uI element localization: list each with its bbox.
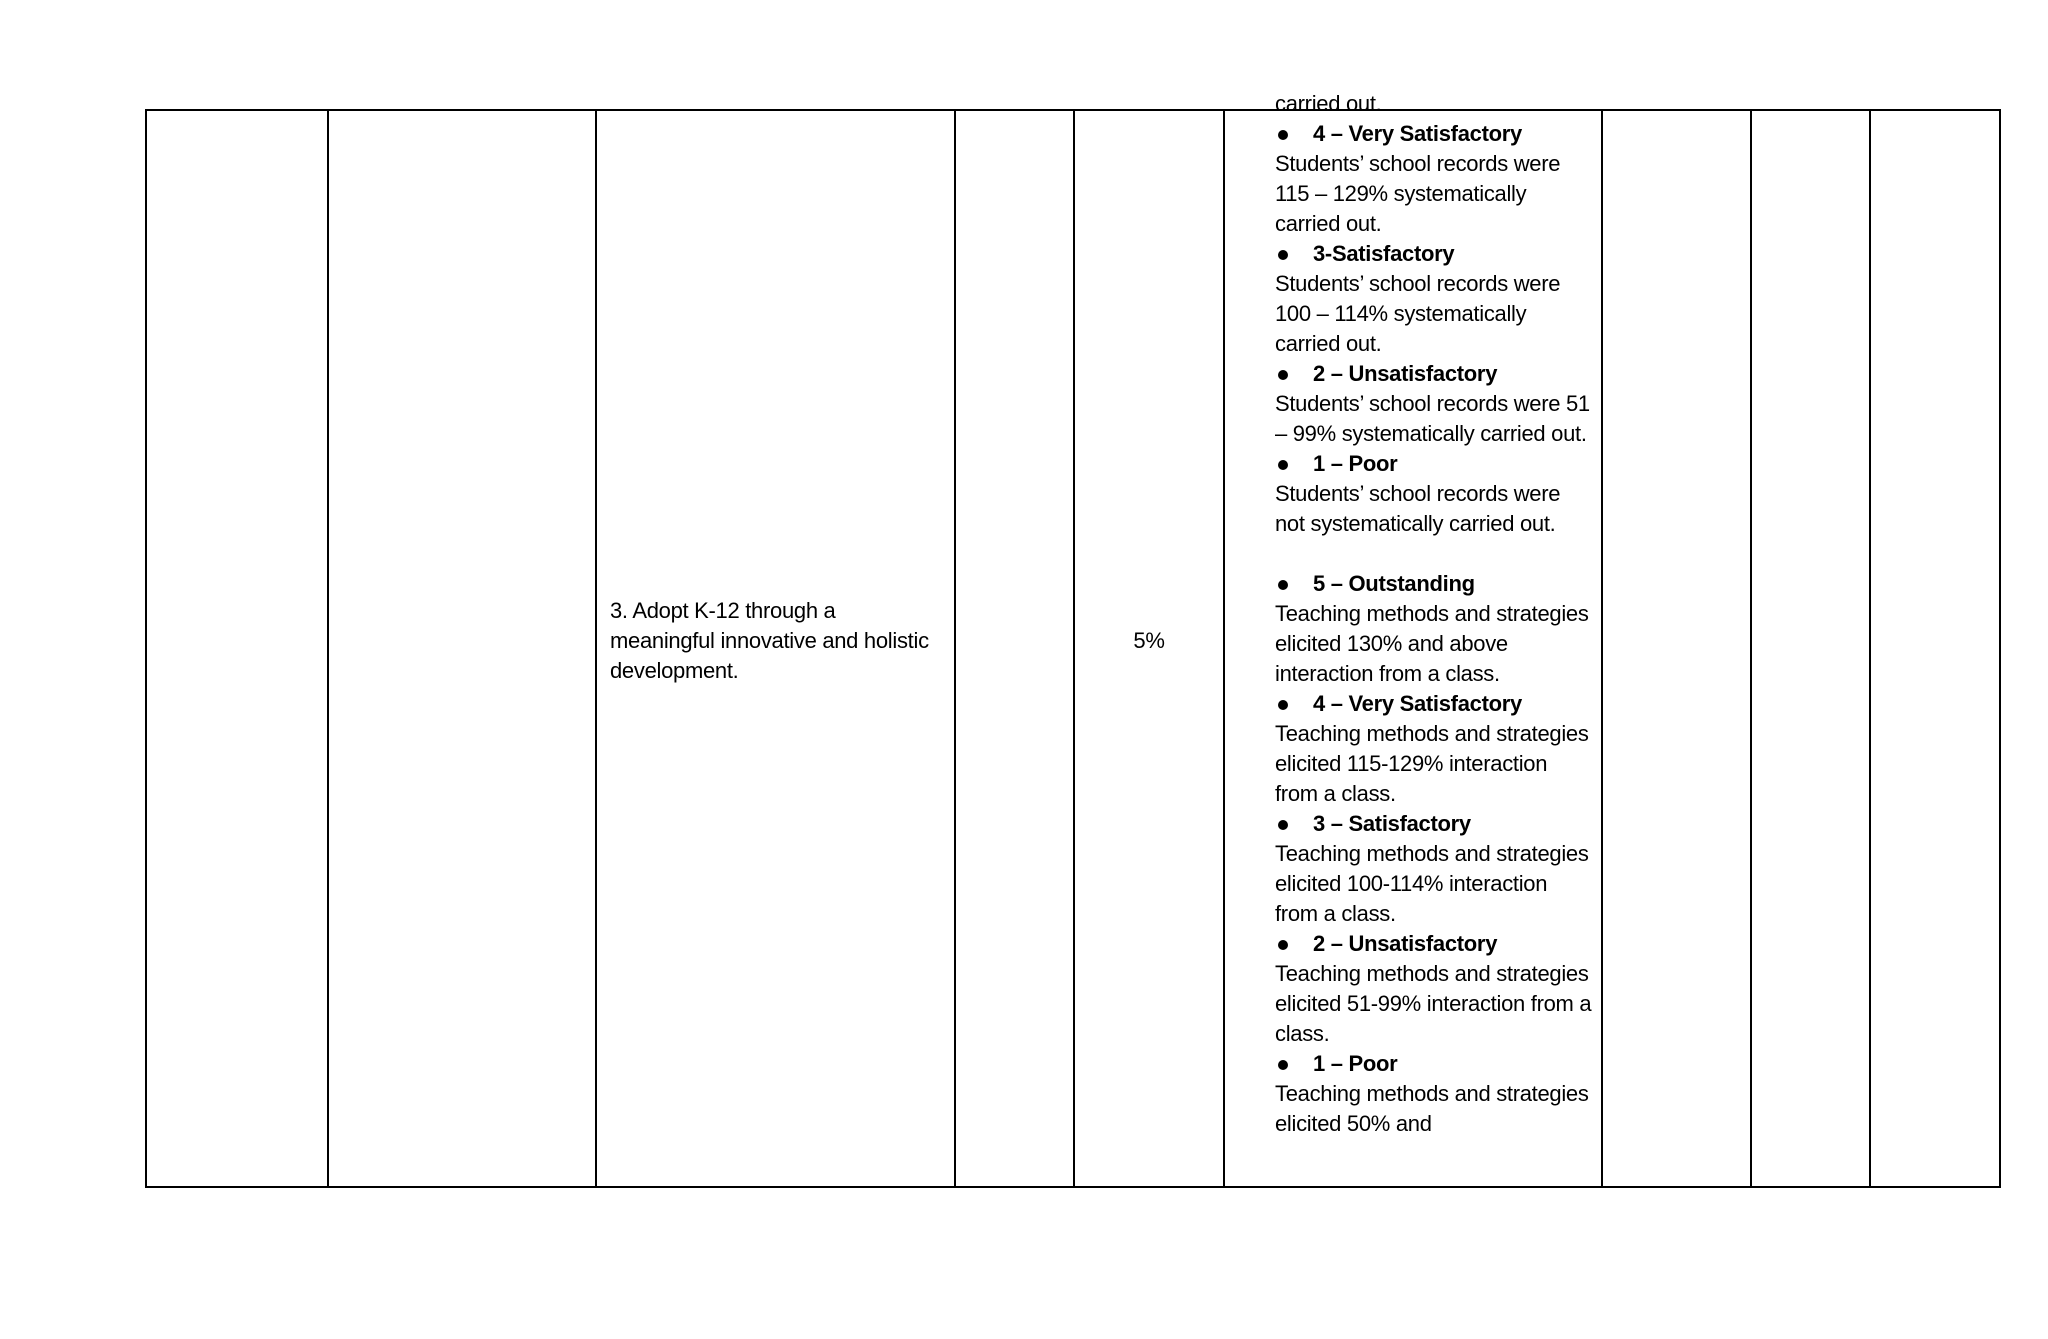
spacer: [1275, 539, 1593, 569]
weight-cell: [1074, 110, 1224, 1187]
empty-cell-8: [1751, 110, 1870, 1187]
rating-heading: 1 – Poor: [1275, 449, 1593, 479]
rating-heading: 4 – Very Satisfactory: [1275, 119, 1593, 149]
bullet-icon: [1278, 940, 1288, 950]
bullet-icon: [1278, 1060, 1288, 1070]
rating-description: Teaching methods and strategies elicited 50% and: [1275, 1081, 1589, 1136]
bullet-icon: [1278, 820, 1288, 830]
rating-heading: 4 – Very Satisfactory: [1275, 689, 1593, 719]
objective-text: 3. Adopt K-12 through a meaningful innovative and holistic development.: [610, 597, 929, 683]
criteria-cell: [1224, 91, 1602, 1187]
empty-cell-2: [328, 110, 596, 1187]
rating-heading: 2 – Unsatisfactory: [1275, 359, 1593, 389]
empty-cell-9: [1870, 110, 2000, 1187]
empty-cell-4: [955, 110, 1074, 1187]
criteria-list: [1275, 89, 1593, 1139]
rating-heading: 3 – Satisfactory: [1275, 809, 1593, 839]
rating-heading: 3-Satisfactory: [1275, 239, 1593, 269]
rating-description: Teaching methods and strategies elicited 130% and above interaction from a class.: [1275, 601, 1589, 686]
rating-heading: 5 – Outstanding: [1275, 569, 1593, 599]
rating-description: Students’ school records were not systematically carried out.: [1275, 481, 1561, 536]
criteria-lead-text: carried out.: [1275, 91, 1382, 116]
rating-description: Teaching methods and strategies elicited 100-114% interaction from a class.: [1275, 841, 1589, 926]
empty-cell-1: [146, 110, 328, 1187]
bullet-icon: [1278, 700, 1288, 710]
rating-description: Teaching methods and strategies elicited 115-129% interaction from a class.: [1275, 721, 1589, 806]
rating-heading: 2 – Unsatisfactory: [1275, 929, 1593, 959]
bullet-icon: [1278, 130, 1288, 140]
document-table: [145, 91, 2001, 1188]
rating-description: Students’ school records were 51 – 99% systematically carried out.: [1275, 391, 1590, 446]
rating-description: Students’ school records were 100 – 114% systematically carried out.: [1275, 271, 1561, 356]
rating-description: Teaching methods and strategies elicited 51-99% interaction from a class.: [1275, 961, 1592, 1046]
weight-value: 5%: [1133, 627, 1165, 653]
bullet-icon: [1278, 370, 1288, 380]
bullet-icon: [1278, 580, 1288, 590]
empty-cell-7: [1602, 110, 1751, 1187]
bullet-icon: [1278, 250, 1288, 260]
bullet-icon: [1278, 460, 1288, 470]
rating-description: Students’ school records were 115 – 129% systematically carried out.: [1275, 151, 1561, 236]
rating-heading: 1 – Poor: [1275, 1049, 1593, 1079]
objective-cell: [596, 110, 955, 1187]
table-row: [146, 110, 2000, 1187]
